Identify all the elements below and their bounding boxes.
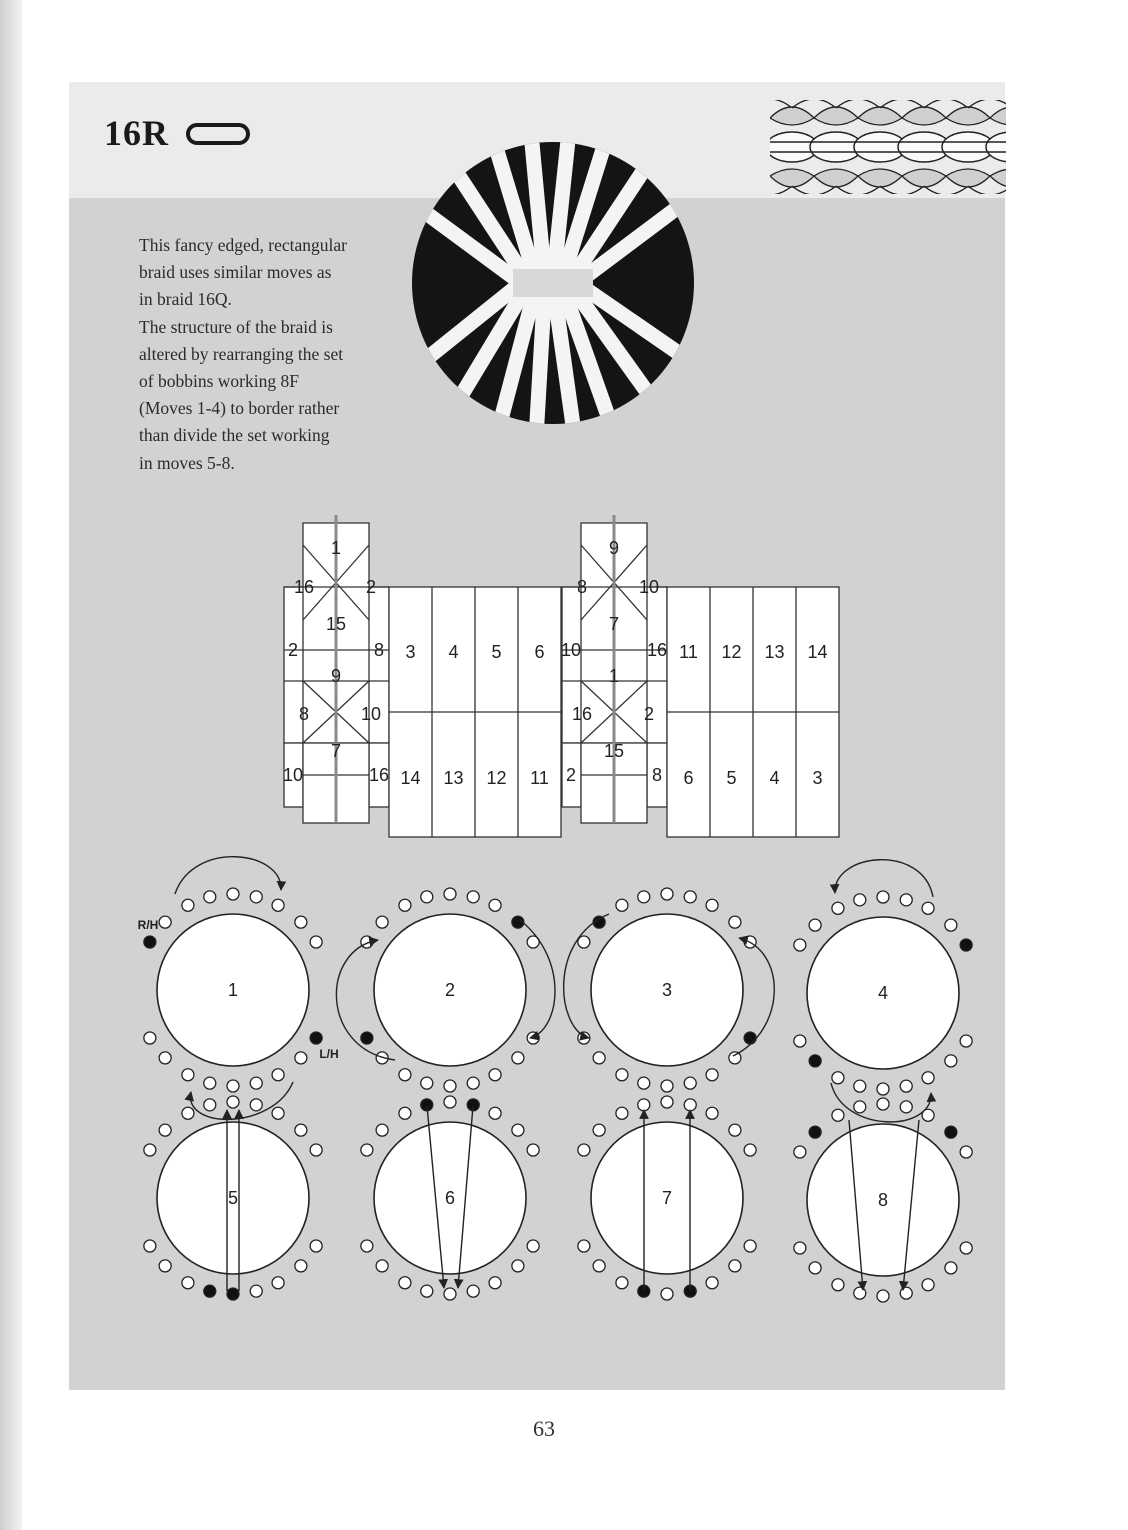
braid-scale: [1034, 107, 1078, 125]
bobbin: [272, 899, 284, 911]
bobbin: [729, 1052, 741, 1064]
bobbin: [144, 1144, 156, 1156]
bobbin: [159, 1052, 171, 1064]
bobbin: [877, 1098, 889, 1110]
bobbin: [922, 902, 934, 914]
braid-photo-disc: [406, 114, 700, 452]
cell-label: 8: [298, 704, 310, 724]
move-number: 7: [661, 1188, 673, 1208]
bobbin: [204, 1077, 216, 1089]
bobbin: [960, 1242, 972, 1254]
cross-group: [283, 515, 389, 823]
braid-texture-illustration: [722, 99, 1100, 195]
bobbin: [444, 1080, 456, 1092]
move-diagram: [361, 1096, 539, 1300]
intro-line: braid uses similar moves as: [139, 262, 332, 283]
bobbin: [467, 1077, 479, 1089]
bobbin: [729, 1260, 741, 1272]
bobbin: [945, 919, 957, 931]
active-bobbin: [144, 936, 156, 948]
bobbin: [945, 1055, 957, 1067]
bobbin: [182, 1107, 194, 1119]
bobbin: [960, 1035, 972, 1047]
active-bobbin: [960, 939, 972, 951]
bobbin: [794, 1242, 806, 1254]
bobbin: [832, 902, 844, 914]
intro-line: than divide the set working: [139, 425, 330, 446]
bobbin: [960, 1146, 972, 1158]
bobbin: [616, 1107, 628, 1119]
bobbin: [250, 1099, 262, 1111]
bobbin: [444, 1288, 456, 1300]
bobbin: [809, 919, 821, 931]
bobbin: [661, 888, 673, 900]
bobbin: [684, 1077, 696, 1089]
bobbin: [638, 891, 650, 903]
intro-line: (Moves 1-4) to border rather: [139, 398, 340, 419]
block-grid: [389, 587, 561, 837]
cell-label: 10: [282, 765, 304, 785]
bobbin: [227, 1096, 239, 1108]
bobbin: [638, 1077, 650, 1089]
bobbin: [272, 1069, 284, 1081]
bobbin: [376, 1260, 388, 1272]
braid-center: [513, 269, 593, 297]
bobbin: [376, 916, 388, 928]
block-label: 6: [534, 642, 545, 662]
bobbin: [638, 1099, 650, 1111]
bobbin: [593, 1052, 605, 1064]
bobbin: [376, 1124, 388, 1136]
bobbin: [877, 891, 889, 903]
cell-label: 2: [565, 765, 577, 785]
bobbin: [467, 1285, 479, 1297]
bobbin: [444, 1096, 456, 1108]
braid-scale: [726, 107, 770, 125]
bobbin: [900, 894, 912, 906]
bobbin: [295, 1052, 307, 1064]
cell-label: 16: [368, 765, 390, 785]
move-diagram: [564, 888, 775, 1092]
block-label: 11: [679, 642, 698, 662]
bobbin: [900, 1287, 912, 1299]
bobbin: [159, 916, 171, 928]
move-number: 4: [877, 983, 889, 1003]
bobbin: [399, 1277, 411, 1289]
bobbin: [361, 1144, 373, 1156]
intro-line: in braid 16Q.: [139, 289, 232, 310]
right-hand-label: R/H: [137, 918, 159, 932]
intro-line: The structure of the braid is: [139, 316, 333, 337]
bobbin: [310, 936, 322, 948]
move-number: 5: [227, 1188, 239, 1208]
braid-scale: [1012, 99, 1056, 108]
block-label: 12: [721, 642, 742, 662]
active-bobbin: [227, 1288, 239, 1300]
bobbin: [399, 1107, 411, 1119]
bobbin: [489, 1069, 501, 1081]
bobbin: [794, 939, 806, 951]
block-label: 3: [812, 768, 823, 788]
bobbin: [512, 1052, 524, 1064]
bobbin: [421, 891, 433, 903]
braiding-moves-diagram: [138, 857, 972, 1302]
bobbin: [706, 1277, 718, 1289]
block-label: 14: [807, 642, 828, 662]
active-bobbin: [204, 1285, 216, 1297]
move-diagram: [578, 1096, 756, 1300]
bobbin: [877, 1083, 889, 1095]
bobbin: [250, 1077, 262, 1089]
braid-scale: [1012, 186, 1056, 195]
bobbin: [854, 1080, 866, 1092]
bobbin: [489, 899, 501, 911]
move-diagram: [336, 888, 555, 1092]
active-bobbin: [809, 1126, 821, 1138]
intro-line: altered by rearranging the set: [139, 343, 344, 364]
bobbin: [361, 1240, 373, 1252]
bobbin: [512, 1260, 524, 1272]
braid-scale: [1056, 99, 1100, 108]
bobbin: [399, 899, 411, 911]
braid-scale: [722, 132, 774, 162]
bobbin: [854, 1101, 866, 1113]
bobbin: [310, 1240, 322, 1252]
braid-scale: [1056, 186, 1100, 195]
braid-title: 16R: [104, 113, 169, 153]
bobbin: [310, 1144, 322, 1156]
cell-label: 8: [373, 640, 385, 660]
bobbin: [706, 899, 718, 911]
move-number: 8: [877, 1190, 889, 1210]
bobbin: [593, 1124, 605, 1136]
bobbin: [512, 1124, 524, 1136]
active-bobbin: [744, 1032, 756, 1044]
bobbin: [744, 1240, 756, 1252]
bobbin: [900, 1101, 912, 1113]
block-label: 11: [530, 768, 549, 788]
bobbin: [182, 899, 194, 911]
block-label: 5: [491, 642, 502, 662]
bobbin: [616, 1069, 628, 1081]
block-label: 6: [683, 768, 694, 788]
bobbin: [399, 1069, 411, 1081]
cell-label: 7: [608, 614, 620, 634]
intro-line: of bobbins working 8F: [139, 371, 299, 392]
bobbin: [661, 1080, 673, 1092]
bobbin: [250, 891, 262, 903]
block-label: 3: [405, 642, 416, 662]
bobbin: [527, 1240, 539, 1252]
bobbin: [295, 1260, 307, 1272]
bobbin: [421, 1285, 433, 1297]
cell-label: 8: [651, 765, 663, 785]
move-diagram: [794, 1098, 972, 1302]
move-number: 6: [444, 1188, 456, 1208]
bobbin: [877, 1290, 889, 1302]
braid-structure-diagram: [283, 515, 839, 837]
bobbin: [832, 1109, 844, 1121]
bobbin: [744, 1144, 756, 1156]
move-diagram: [794, 860, 972, 1122]
bobbin: [729, 916, 741, 928]
block-label: 12: [486, 768, 507, 788]
bobbin: [159, 1124, 171, 1136]
bobbin: [295, 1124, 307, 1136]
active-bobbin: [809, 1055, 821, 1067]
bobbin: [227, 1080, 239, 1092]
bobbin: [182, 1277, 194, 1289]
bobbin: [832, 1279, 844, 1291]
bobbin: [250, 1285, 262, 1297]
bobbin: [854, 1287, 866, 1299]
block-label: 13: [764, 642, 785, 662]
bobbin: [272, 1107, 284, 1119]
bobbin: [182, 1069, 194, 1081]
cell-label: 10: [360, 704, 382, 724]
bobbin: [489, 1107, 501, 1119]
bobbin: [900, 1080, 912, 1092]
bobbin: [272, 1277, 284, 1289]
cell-label: 2: [287, 640, 299, 660]
intro-line: This fancy edged, rectangular: [139, 235, 347, 255]
bobbin: [945, 1262, 957, 1274]
cell-label: 16: [571, 704, 593, 724]
cell-label: 2: [365, 577, 377, 597]
cell-label: 16: [293, 577, 315, 597]
move-number: 3: [661, 980, 673, 1000]
bobbin: [421, 1077, 433, 1089]
cell-label: 15: [325, 614, 347, 634]
block-label: 4: [448, 642, 459, 662]
cell-label: 2: [643, 704, 655, 724]
bobbin: [661, 1288, 673, 1300]
bobbin: [204, 891, 216, 903]
bobbin: [593, 1260, 605, 1272]
bobbin: [809, 1262, 821, 1274]
braid-scale: [986, 132, 1038, 162]
bobbin: [578, 936, 590, 948]
bobbin: [684, 1099, 696, 1111]
move-arrow: [175, 857, 281, 894]
thread-strand: [535, 283, 545, 452]
bobbin: [616, 1277, 628, 1289]
active-bobbin: [945, 1126, 957, 1138]
bobbin: [922, 1072, 934, 1084]
bobbin: [922, 1109, 934, 1121]
left-hand-label: L/H: [319, 1047, 339, 1061]
bobbin: [578, 1240, 590, 1252]
bobbin: [204, 1099, 216, 1111]
bobbin: [922, 1279, 934, 1291]
intro-line: in moves 5-8.: [139, 452, 235, 473]
braid-scale: [1034, 169, 1078, 187]
bobbin: [527, 1144, 539, 1156]
move-number: 2: [444, 980, 456, 1000]
active-bobbin: [361, 1032, 373, 1044]
cell-label: 10: [560, 640, 582, 660]
bobbin: [489, 1277, 501, 1289]
bobbin: [832, 1072, 844, 1084]
move-diagram: [144, 1096, 322, 1300]
bobbin: [794, 1035, 806, 1047]
bobbin: [854, 894, 866, 906]
bobbin: [144, 1032, 156, 1044]
cell-label: 10: [638, 577, 660, 597]
cell-label: 1: [608, 666, 620, 686]
cell-label: 7: [330, 741, 342, 761]
page-number: 63: [533, 1416, 555, 1441]
cell-label: 1: [330, 538, 342, 558]
active-bobbin: [310, 1032, 322, 1044]
bobbin: [159, 1260, 171, 1272]
bobbin: [144, 1240, 156, 1252]
bobbin: [729, 1124, 741, 1136]
block-label: 13: [443, 768, 464, 788]
block-label: 5: [726, 768, 737, 788]
bobbin: [684, 891, 696, 903]
bobbin: [706, 1107, 718, 1119]
cell-label: 16: [646, 640, 668, 660]
braid-scale: [726, 169, 770, 187]
bobbin: [794, 1146, 806, 1158]
bobbin: [467, 891, 479, 903]
cell-label: 8: [576, 577, 588, 597]
block-label: 14: [400, 768, 421, 788]
bobbin: [227, 888, 239, 900]
cell-label: 9: [330, 666, 342, 686]
move-diagram: [144, 857, 322, 1120]
bobbin: [295, 916, 307, 928]
bobbin: [444, 888, 456, 900]
block-grid: [667, 587, 839, 837]
move-number: 1: [227, 980, 239, 1000]
cross-group: [561, 515, 667, 823]
block-label: 4: [769, 768, 780, 788]
braid-scale: [1030, 132, 1082, 162]
bobbin: [661, 1096, 673, 1108]
cell-label: 15: [603, 741, 625, 761]
bobbin: [706, 1069, 718, 1081]
bobbin: [578, 1144, 590, 1156]
cell-label: 9: [608, 538, 620, 558]
bobbin: [616, 899, 628, 911]
